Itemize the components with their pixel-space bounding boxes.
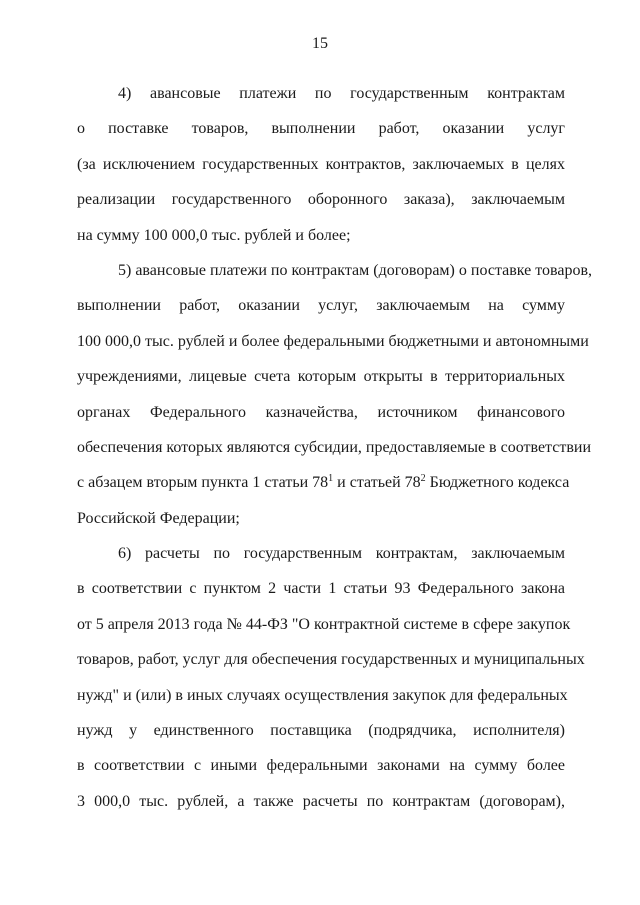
text-line: 4) авансовые платежи по государственным контрактам xyxy=(118,85,565,102)
text-line: в соответствии с пунктом 2 части 1 статьи 93 Федерального закона xyxy=(77,580,565,598)
text-segment: и статьей 78 xyxy=(333,474,421,492)
text-line: от 5 апреля 2013 года № 44-ФЗ "О контрактной системе в сфере закупок xyxy=(77,615,571,633)
text-line: 5) авансовые платежи по контрактам (договорам) о поставке товаров, xyxy=(118,261,593,279)
page-number: 15 xyxy=(312,35,328,52)
text-line: в соответствии с иными федеральными законами на сумму более xyxy=(77,757,565,775)
paragraph-item-5 xyxy=(77,253,593,536)
text-line: реализации государственного оборонного заказа), заключаемым xyxy=(77,191,565,209)
text-line: нужд у единственного поставщика (подрядчика, исполнителя) xyxy=(77,722,565,740)
text-segment: с абзацем вторым пункта 1 статьи 78 xyxy=(77,474,329,492)
text-line: (за исключением государственных контрактов, заключаемых в целях xyxy=(77,155,565,173)
text-line: выполнении работ, оказании услуг, заключаемым на сумму xyxy=(77,297,565,315)
superscript: 1 xyxy=(328,473,334,485)
text-line: органах Федерального казначейства, источником финансового xyxy=(77,403,565,421)
text-line: 3 000,0 тыс. рублей, а также расчеты по контрактам (договорам), xyxy=(77,792,565,810)
text-line-with-superscripts xyxy=(77,465,570,500)
text-line: 6) расчеты по государственным контрактам, заключаемым xyxy=(118,545,565,563)
text-segment: Бюджетного кодекса xyxy=(425,474,570,492)
text-line: Российской Федерации; xyxy=(77,509,240,527)
paragraph-item-6 xyxy=(77,536,585,819)
text-line: товаров, работ, услуг для обеспечения государственных и муниципальных xyxy=(77,651,585,669)
superscript: 2 xyxy=(420,473,426,485)
document-body xyxy=(77,76,593,819)
text-line: обеспечения которых являются субсидии, предоставляемые в соответствии xyxy=(77,438,592,456)
text-line: нужд" и (или) в иных случаях осуществления закупок для федеральных xyxy=(77,686,568,704)
text-line: учреждениями, лицевые счета которым открыты в территориальных xyxy=(77,368,565,386)
paragraph-item-4 xyxy=(77,76,565,253)
text-line: на сумму 100 000,0 тыс. рублей и более; xyxy=(77,226,351,244)
text-line: о поставке товаров, выполнении работ, оказании услуг xyxy=(77,120,565,138)
text-line: 100 000,0 тыс. рублей и более федеральными бюджетными и автономными xyxy=(77,332,589,350)
